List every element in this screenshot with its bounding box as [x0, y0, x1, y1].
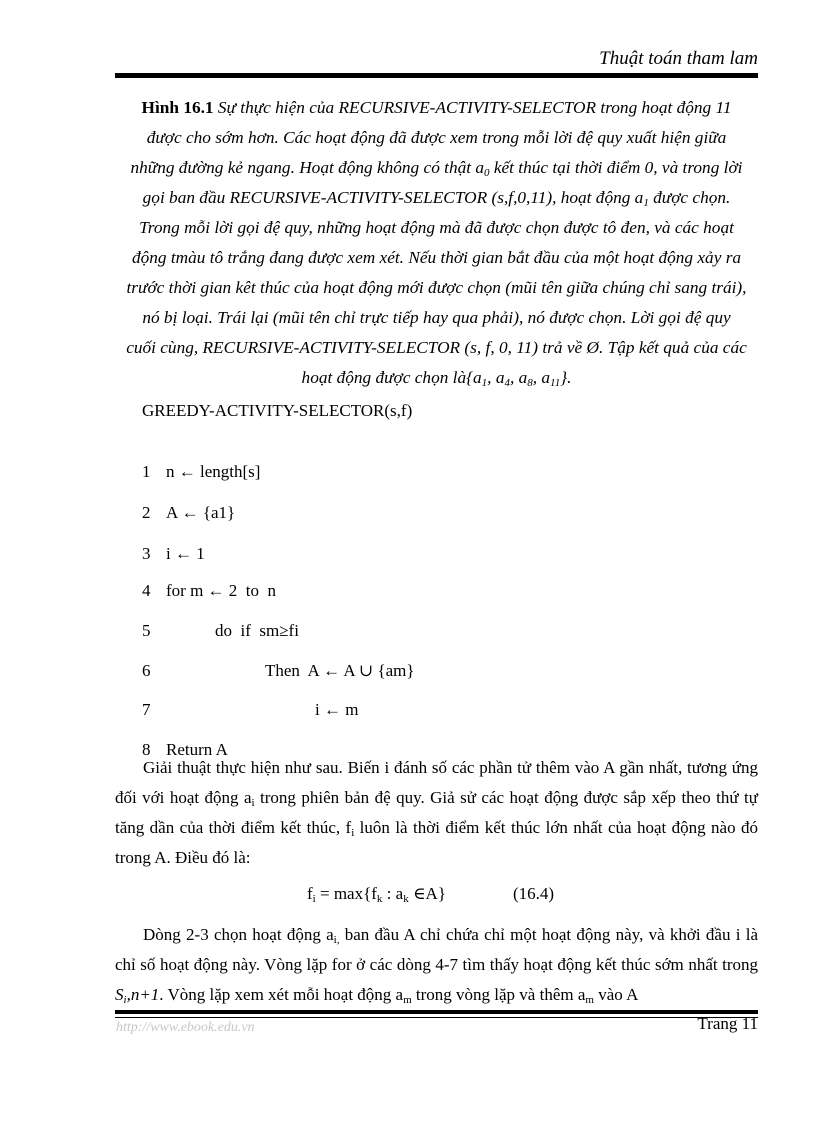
footer-rule-thin	[115, 1017, 758, 1018]
header-title: Thuật toán tham lam	[599, 48, 758, 69]
caption-line-3: những đường kẻ ngang. Hoạt động không có thật $a_0$ kết thúc tại thời điểm 0, và trong lời	[130, 158, 743, 179]
caption-line-1: Sự thực hiện của RECURSIVE-ACTIVITY-SELECTOR trong hoạt động 11	[213, 98, 732, 117]
algo-line-4: 4 for m ← 2 to n	[142, 581, 277, 600]
figure-caption	[115, 93, 758, 393]
algo-line-7: 7 i ← m	[142, 700, 359, 719]
caption-line-2: được cho sớm hơn. Các hoạt động đã được xem trong mỗi lời đệ quy xuất hiện giữa	[146, 128, 727, 147]
footer-link[interactable]: http://www.ebook.edu.vn	[116, 1020, 255, 1035]
algo-line-1: 1 n ← length[s]	[142, 462, 261, 481]
caption-line-10: hoạt động được chọn $là\{a_1$, $a_4$, $a_8$, $a_{11}$}.	[301, 368, 572, 389]
algo-line-3: 3 i ← 1	[142, 544, 205, 563]
algo-line-6: 6 Then A ← A ∪ {am}	[142, 661, 415, 680]
equation-label: (16.4)	[513, 884, 555, 903]
algo-line-8: 8 Return A	[142, 740, 228, 759]
caption-line-7: trước thời gian kêt thúc của hoạt động mới được chọn (mũi tên giữa chúng chỉ sang trái),	[126, 278, 747, 297]
caption-line-6: động tmàu tô trắng đang được xem xét. Nếu thời gian bắt đầu của một hoạt động xảy ra	[131, 248, 742, 267]
paragraph-1: Giải thuật thực hiện như sau. Biến i đánh số các phần tử thêm vào A gần nhất, tương ứng đối với hoạt động $a_i$ trong phiên bản đệ quy. Giả sử các hoạt động được sắp xếp theo thứ tự tăng dần của thời điểm kết thúc, $f_i$ luôn là thời điểm kết thúc lớn nhất của hoạt động nào đó trong A. Điều đó là:	[115, 758, 759, 867]
algorithm-title: GREEDY-ACTIVITY-SELECTOR(s,f)	[142, 401, 413, 420]
caption-line-9: cuối cùng, RECURSIVE-ACTIVITY-SELECTOR (s, f, 0, 11) trả về Ø. Tập kết quả của các	[126, 338, 747, 357]
caption-label: Hình 16.1	[141, 98, 214, 117]
algo-line-2: 2 A ← {a1}	[142, 503, 236, 522]
caption-line-8: nó bị loại. Trái lại (mũi tên chỉ trực tiếp hay qua phải), nó được chọn. Lời gọi đệ quy	[142, 308, 731, 327]
algo-line-5: 5 do if sm≥fi	[142, 621, 299, 640]
paragraph-2: Dòng 2-3 chọn hoạt động $a_{i,}$ ban đầu A chỉ chứa chỉ một hoạt động này, và khởi đầu i là chỉ số hoạt động này. Vòng lặp for ở các dòng 4-7 tìm thấy hoạt động kết thúc sớm nhất trong $S_i,n+1$. Vòng lặp xem xét mỗi hoạt động $a_m$ trong vòng lặp và thêm $a_m$ vào A	[115, 925, 758, 1006]
equation-16-4: $f_i = \max\{f_k$ : $a_k$ ∈A}	[307, 884, 446, 905]
caption-line-5: Trong mỗi lời gọi đệ quy, những hoạt động mà đã được chọn được tô đen, và các hoạt	[139, 218, 734, 237]
footer-rule-thick	[115, 1010, 758, 1014]
caption-line-4: gọi ban đầu RECURSIVE-ACTIVITY-SELECTOR (s,f,0,11), hoạt động $a_1$ được chọn.	[142, 188, 731, 209]
page-number: Trang 11	[697, 1014, 758, 1033]
header-rule	[115, 73, 758, 78]
